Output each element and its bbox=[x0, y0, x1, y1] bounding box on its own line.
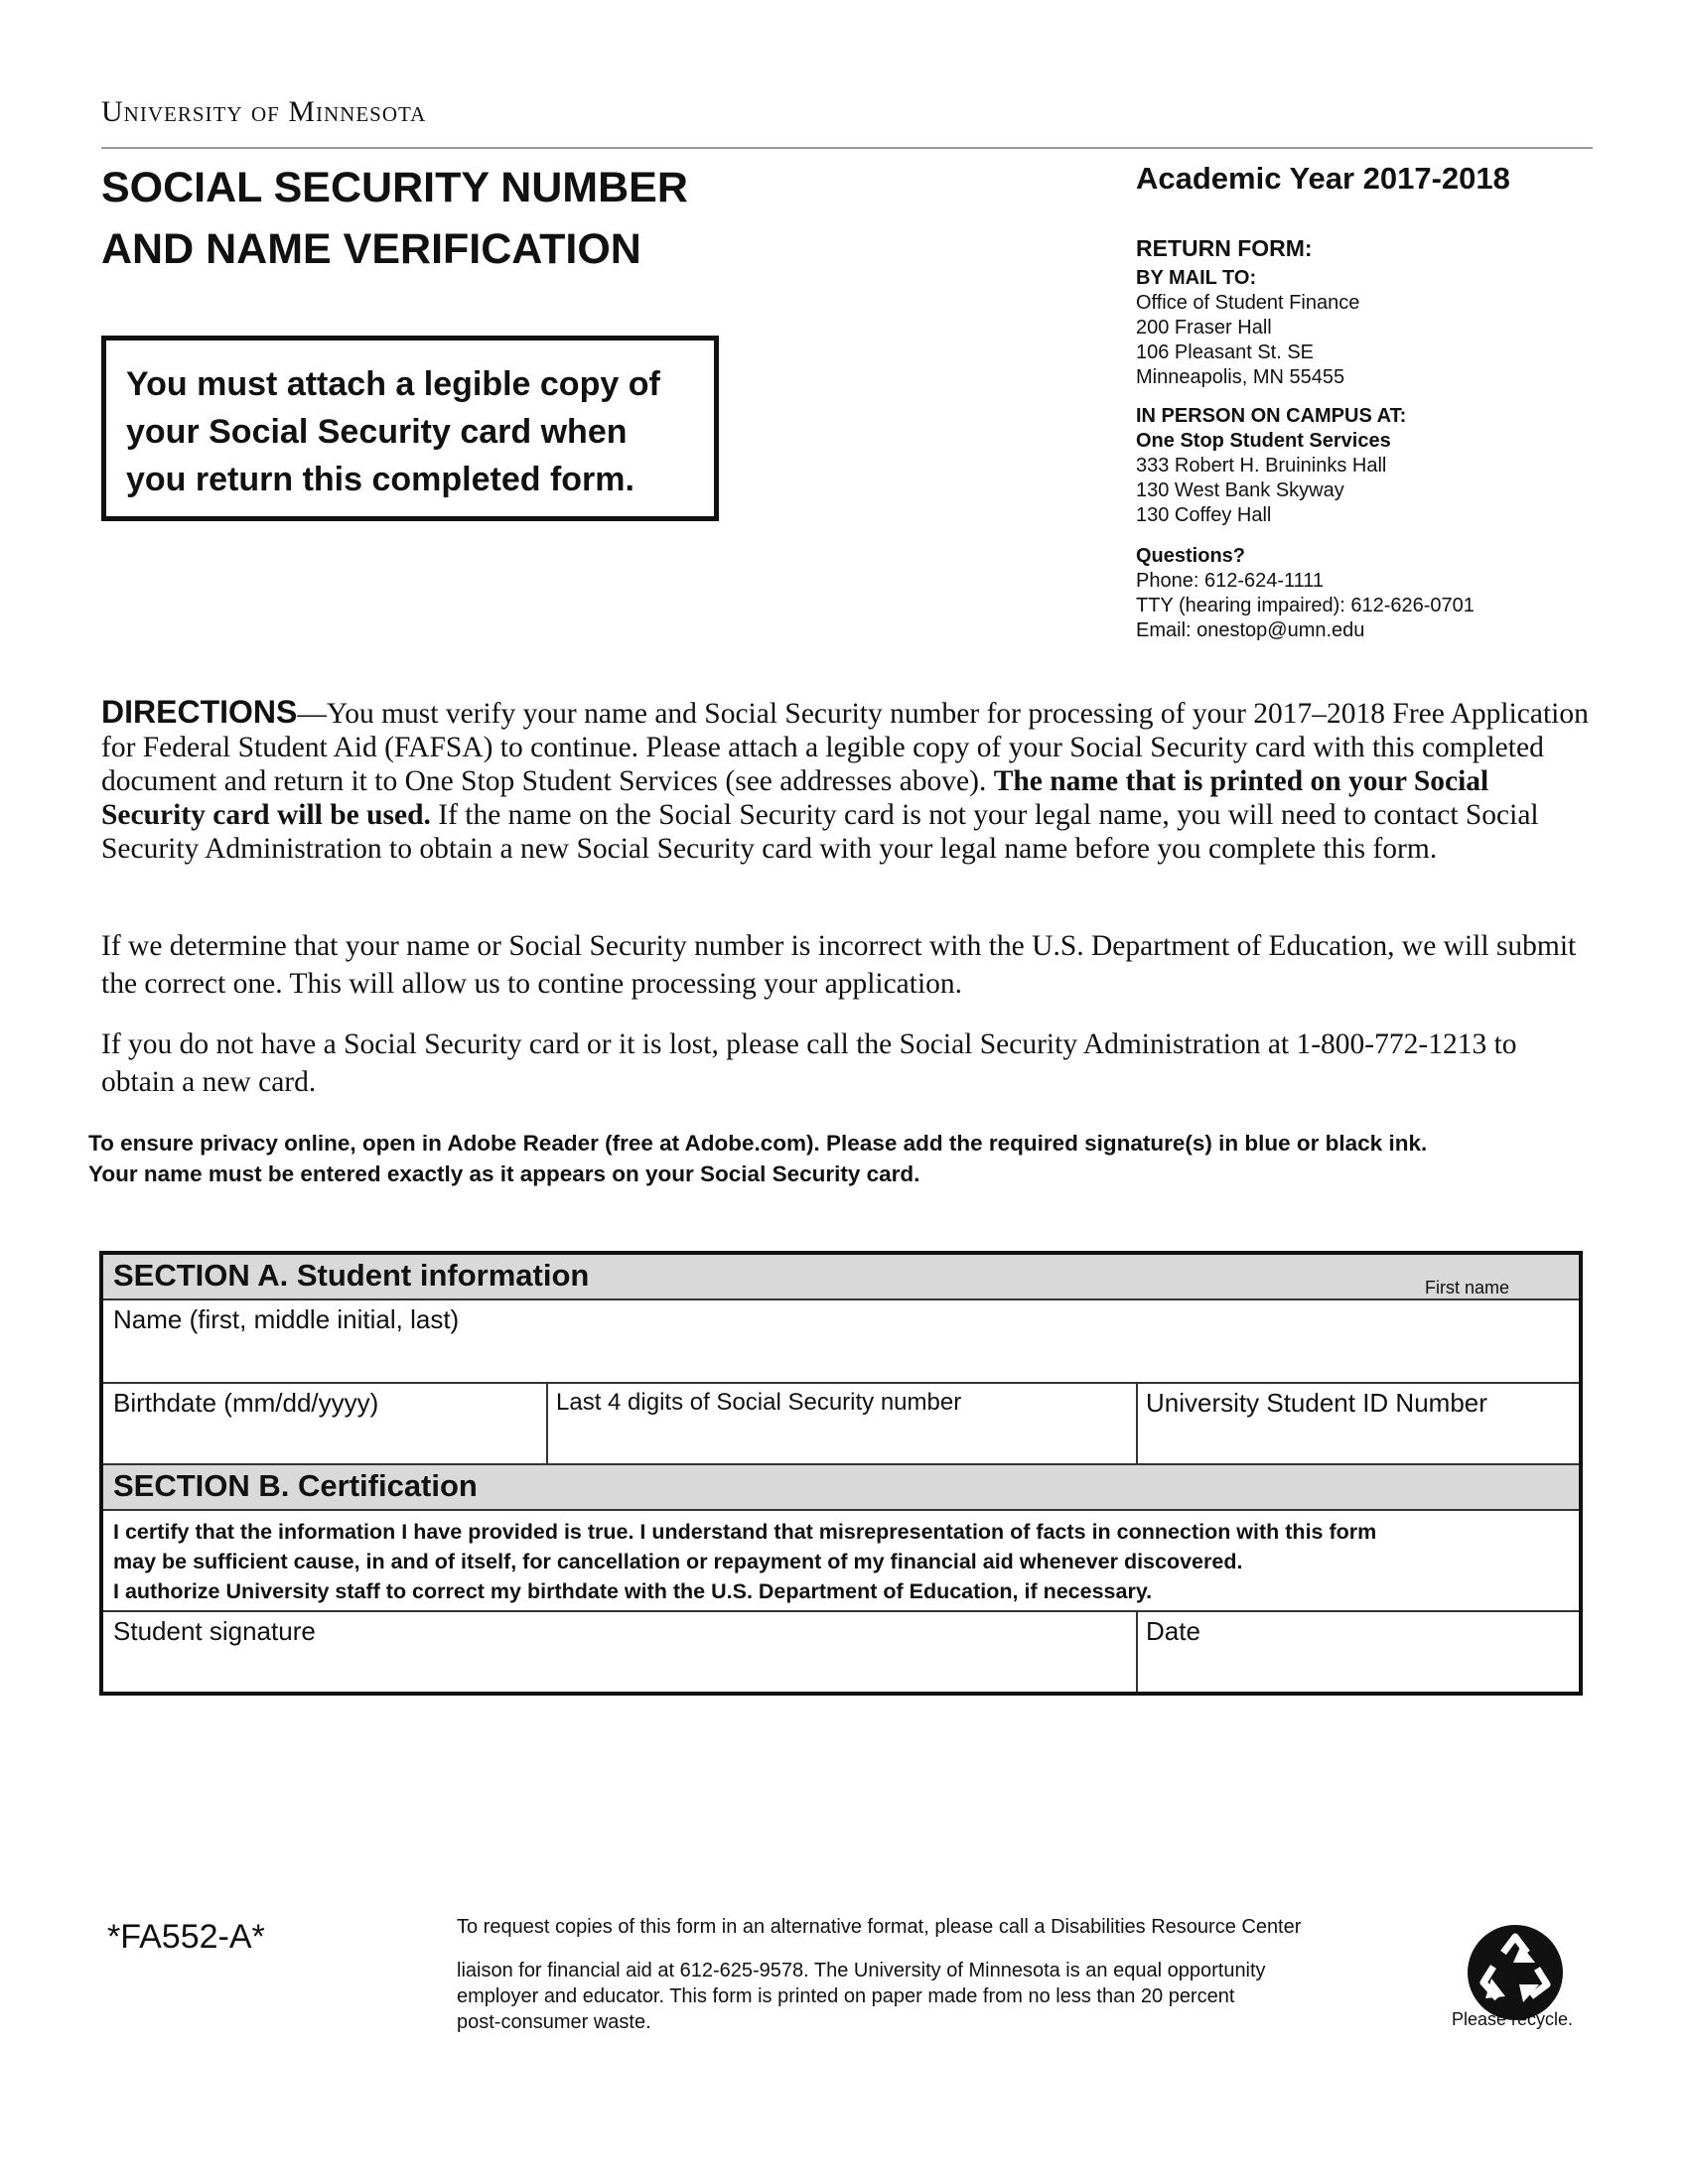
inperson-line: 130 Coffey Hall bbox=[1136, 504, 1272, 526]
mail-line: 106 Pleasant St. SE bbox=[1136, 341, 1315, 363]
mail-heading: BY MAIL TO: bbox=[1136, 267, 1257, 289]
signature-label: Student signature bbox=[113, 1616, 316, 1646]
recycle-icon bbox=[1466, 1923, 1565, 2022]
column-divider bbox=[1136, 1611, 1138, 1692]
privacy-notice bbox=[88, 1128, 1598, 1189]
mail-line: Minneapolis, MN 55455 bbox=[1136, 366, 1345, 388]
attach-notice-box: You must attach a legible copy of your Social Security card when you return this completed form. bbox=[101, 336, 719, 521]
footer-line-3: employer and educator. This form is printed on paper made from no less than 20 percent bbox=[457, 1985, 1235, 2007]
privacy-line-2: Your name must be entered exactly as it appears on your Social Security card. bbox=[88, 1161, 920, 1186]
form-title-line1: SOCIAL SECURITY NUMBER bbox=[101, 164, 688, 211]
student-form-table bbox=[99, 1251, 1583, 1696]
student-signature-field[interactable] bbox=[113, 1616, 1126, 1690]
return-form-heading: RETURN FORM: bbox=[1136, 235, 1313, 261]
row-divider bbox=[103, 1610, 1579, 1612]
cert-line-2: may be sufficient cause, in and of itself, for cancellation or repayment of my financial aid whenever discovered. bbox=[113, 1550, 1243, 1573]
email-line: Email: onestop@umn.edu bbox=[1136, 619, 1365, 641]
directions-bold-text: The name that is printed on your Social Security card will be used. bbox=[101, 765, 1489, 831]
date-label: Date bbox=[1146, 1616, 1200, 1646]
correction-paragraph: If we determine that your name or Social Security number is incorrect with the U.S. Department of Education, we will submit the correct one. This will allow us to contine processing your application. bbox=[101, 930, 1577, 1000]
phone-line: Phone: 612-624-1111 bbox=[1136, 570, 1325, 592]
lost-card-paragraph: If you do not have a Social Security card or it is lost, please call the Social Security Administration at 1-800-772-1213 to obtain a new card. bbox=[101, 1028, 1517, 1098]
inperson-line: 333 Robert H. Bruininks Hall bbox=[1136, 455, 1387, 477]
header-divider bbox=[101, 147, 1593, 149]
university-name: University of Minnesota bbox=[101, 95, 427, 128]
inperson-heading: IN PERSON ON CAMPUS AT: bbox=[1136, 405, 1407, 427]
mail-line: Office of Student Finance bbox=[1136, 292, 1360, 314]
birthdate-field[interactable] bbox=[113, 1388, 540, 1463]
form-code: *FA552-A* bbox=[107, 1918, 265, 1956]
footer-text-block bbox=[457, 1958, 1450, 2035]
column-divider bbox=[546, 1383, 548, 1464]
inperson-office-name: One Stop Student Services bbox=[1136, 430, 1391, 452]
student-id-field[interactable] bbox=[1146, 1388, 1573, 1463]
student-id-label: University Student ID Number bbox=[1146, 1388, 1487, 1418]
footer-line-2: liaison for financial aid at 612-625-9578. The University of Minnesota is an equal opportunity bbox=[457, 1960, 1266, 1981]
mail-address-block bbox=[1136, 266, 1593, 390]
privacy-line-1: To ensure privacy online, open in Adobe Reader (free at Adobe.com). Please add the required signature(s) in blue or black ink. bbox=[88, 1131, 1428, 1156]
certification-text bbox=[113, 1517, 1563, 1606]
inperson-line: 130 West Bank Skyway bbox=[1136, 479, 1344, 501]
footer-line-1: To request copies of this form in an alternative format, please call a Disabilities Resource Center bbox=[457, 1916, 1302, 1938]
section-b-title: SECTION B. Certification bbox=[113, 1468, 478, 1503]
row-divider bbox=[103, 1298, 1579, 1300]
birthdate-label: Birthdate (mm/dd/yyyy) bbox=[113, 1388, 379, 1418]
recycle-label: Please recycle. bbox=[1452, 2009, 1574, 2029]
mail-line: 200 Fraser Hall bbox=[1136, 317, 1272, 339]
questions-heading: Questions? bbox=[1136, 545, 1246, 567]
directions-heading: DIRECTIONS bbox=[101, 694, 298, 730]
name-label: Name (first, middle initial, last) bbox=[113, 1304, 460, 1334]
column-divider bbox=[1136, 1383, 1138, 1464]
questions-block bbox=[1136, 544, 1593, 643]
directions-paragraph bbox=[101, 695, 1591, 866]
section-b-header bbox=[103, 1465, 1579, 1509]
section-a-header bbox=[103, 1255, 1579, 1298]
row-divider bbox=[103, 1509, 1579, 1511]
date-field[interactable] bbox=[1146, 1616, 1573, 1690]
directions-text-2: If the name on the Social Security card is not your legal name, you will need to contact Social Security Administration to obtain a new Social Security card with your legal name before you complete this form. bbox=[101, 799, 1539, 865]
ssn-label: Last 4 digits of Social Security number bbox=[556, 1389, 962, 1416]
directions-text-1: —You must verify your name and Social Security number for processing of your 2017–2018 Free Application for Federal Student Aid (FAFSA) to continue. Please attach a legible copy of your Social Security card with this completed document and return it to One Stop Student Services (see addresses above). bbox=[101, 698, 1589, 797]
cert-line-1: I certify that the information I have provided is true. I understand that misrepresentation of facts in connection with this form bbox=[113, 1520, 1377, 1544]
form-title bbox=[101, 157, 688, 280]
row-divider bbox=[103, 1382, 1579, 1384]
cert-line-3: I authorize University staff to correct my birthdate with the U.S. Department of Education, if necessary. bbox=[113, 1579, 1153, 1603]
name-field[interactable] bbox=[113, 1304, 1563, 1382]
tty-line: TTY (hearing impaired): 612-626-0701 bbox=[1136, 595, 1475, 616]
inperson-address-block bbox=[1136, 404, 1593, 528]
footer-line-4: post-consumer waste. bbox=[457, 2011, 651, 2033]
form-title-line2: AND NAME VERIFICATION bbox=[101, 225, 641, 273]
ssn-last4-field[interactable] bbox=[556, 1388, 1130, 1463]
first-name-hint: First name bbox=[1424, 1278, 1509, 1297]
academic-year: Academic Year 2017-2018 bbox=[1136, 161, 1510, 196]
section-a-title: SECTION A. Student information bbox=[113, 1258, 590, 1293]
